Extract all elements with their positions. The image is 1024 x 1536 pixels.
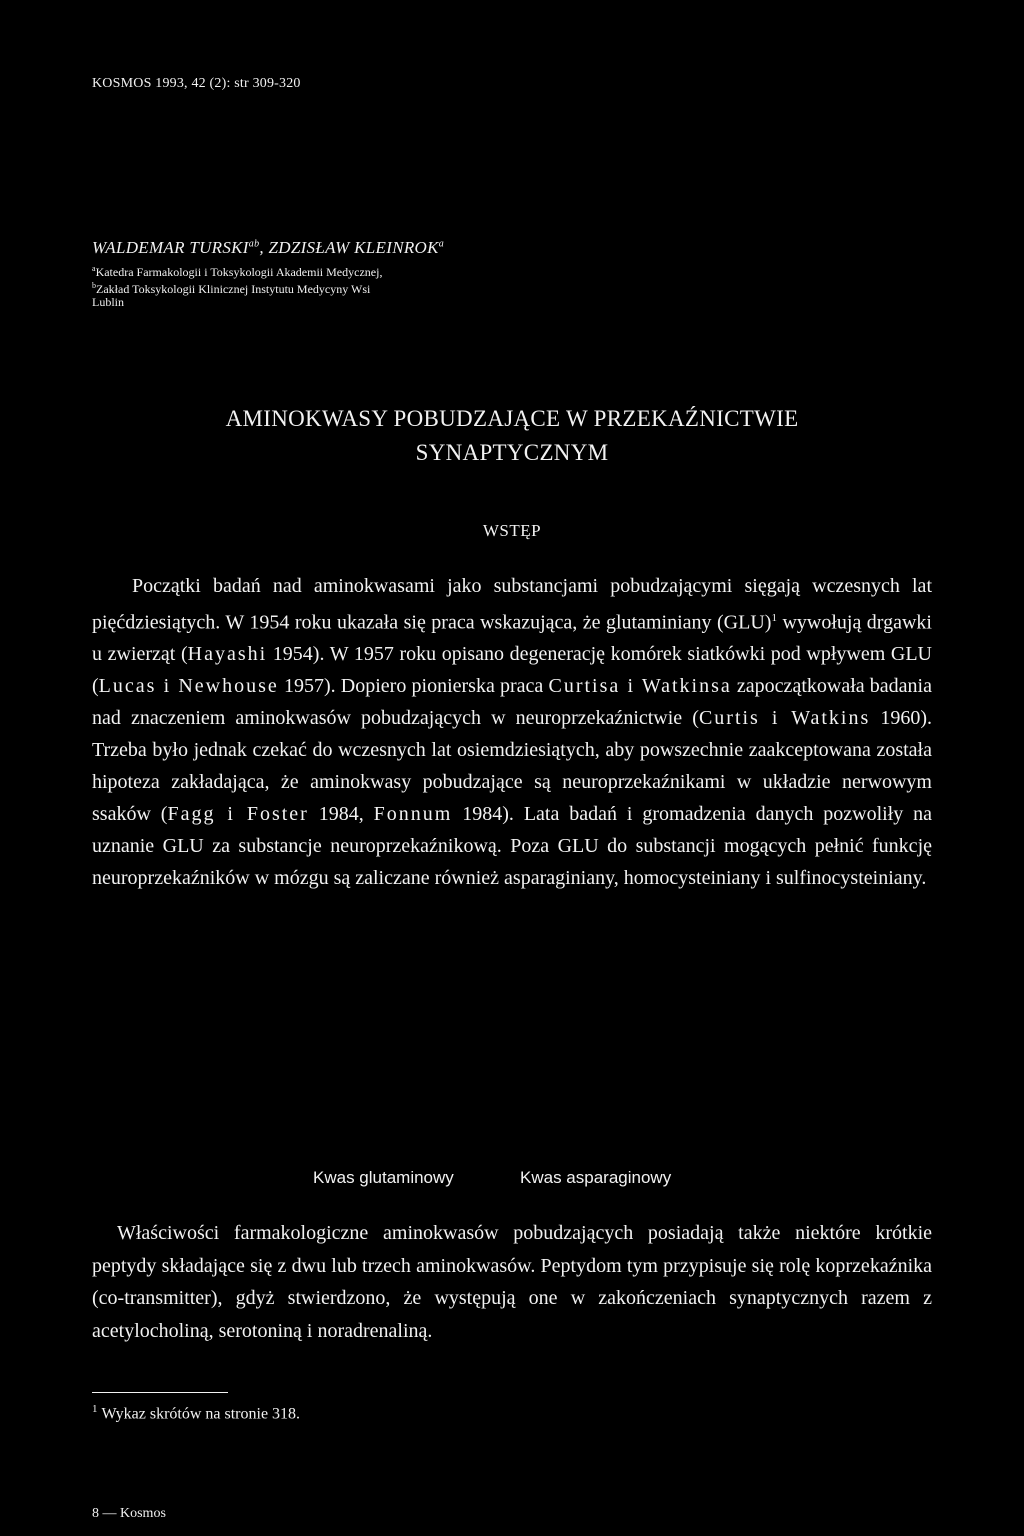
author-line xyxy=(92,238,444,258)
citation-author: Fagg i Foster xyxy=(167,803,309,825)
footnote-text: Wykaz skrótów na stronie 318. xyxy=(101,1405,301,1423)
text-run: 1984). Lata badań i gromadzenia danych pozwoliły na uznanie GLU za substancje neuroprzekaźnikową. Poza GLU do substancji mogących pełnić funkcję neuroprzekaźników w mózgu są zaliczane również asparaginiany, homocysteiniany i sulfinocysteiniany. xyxy=(92,803,933,889)
journal-header: KOSMOS 1993, 42 (2): str 309-320 xyxy=(92,76,301,91)
footnote-mark: 1 xyxy=(92,1403,98,1415)
title-line-2: SYNAPTYCZNYM xyxy=(415,440,609,465)
footnote-ref: 1 xyxy=(771,611,777,624)
citation-author: Hayashi xyxy=(187,643,268,666)
page-footer: 8 — Kosmos xyxy=(92,1506,166,1521)
paragraph-peptides: Właściwości farmakologiczne aminokwasów pobudzających posiadają także niektóre krótkie peptydy składające się z dwu lub trzech aminokwasów. Peptydom tym przypisuje się rolę koprzekaźnika (co-transmitter), gdyż stwierdzono, że występują one w zakończeniach synaptycznych razem z acetylocholiną, serotoniną i noradrenaliną. xyxy=(92,1222,932,1342)
affiliation-b xyxy=(92,277,370,298)
author-2-affiliation-mark: a xyxy=(438,238,445,250)
text-run: wywołują drgawki u zwierząt ( xyxy=(92,611,932,666)
article-title xyxy=(92,402,932,470)
affiliation-text: Lublin xyxy=(92,295,124,309)
citation-author: Curtis i Watkins xyxy=(698,707,871,730)
text-run: zapoczątkowała badania nad znaczeniem aminokwasów pobudzających w neuroprzekaźnictwie ( xyxy=(92,675,932,730)
citation-author: Curtisa i Watkinsa xyxy=(548,675,732,698)
author-1: WALDEMAR TURSKI xyxy=(92,238,249,257)
author-2: ZDZISŁAW KLEINROK xyxy=(268,238,439,257)
paragraph-intro xyxy=(92,571,932,895)
title-line-1: AMINOKWASY POBUDZAJĄCE W PRZEKAŹNICTWIE xyxy=(225,406,799,431)
affiliation-text: Zakład Toksykologii Klinicznej Instytutu Medycyny Wsi xyxy=(96,282,371,296)
figure-label-glutamic-acid: Kwas glutaminowy xyxy=(313,1168,454,1187)
footnote xyxy=(92,1403,300,1423)
section-heading: WSTĘP xyxy=(482,521,542,540)
author-separator: , xyxy=(259,238,269,257)
affiliation-mark: b xyxy=(92,281,96,290)
text-run: 1984, xyxy=(308,803,374,825)
text-run: 1954). W 1957 roku opisano degenerację komórek siatkówki pod wpływem GLU ( xyxy=(92,643,932,698)
text-run: 1960). Trzeba było jednak czekać do wczesnych lat osiemdziesiątych, aby powszechnie zaakceptowana została hipoteza zakładająca, że aminokwasy pobudzające są neuroprzekaźnikami w układzie nerwowym ssaków ( xyxy=(92,707,933,825)
text-run: 1957). Dopiero pionierska praca xyxy=(278,675,549,698)
affiliation-mark: a xyxy=(92,264,96,273)
citation-author: Fonnum xyxy=(373,803,453,825)
affiliation-text: Katedra Farmakologii i Toksykologii Akademii Medycznej, xyxy=(95,265,383,279)
citation-author: Lucas i Newhouse xyxy=(98,675,279,698)
text-run: Początki badań nad aminokwasami jako substancjami pobudzającymi sięgają wczesnych lat pięćdziesiątych. W 1954 roku ukazała się praca wskazująca, że glutaminiany (GLU) xyxy=(92,575,932,634)
figure-label-aspartic-acid: Kwas asparaginowy xyxy=(520,1168,672,1187)
footnote-divider xyxy=(92,1392,228,1393)
author-1-affiliation-mark: ab xyxy=(248,238,260,250)
affiliation-city xyxy=(92,294,124,311)
